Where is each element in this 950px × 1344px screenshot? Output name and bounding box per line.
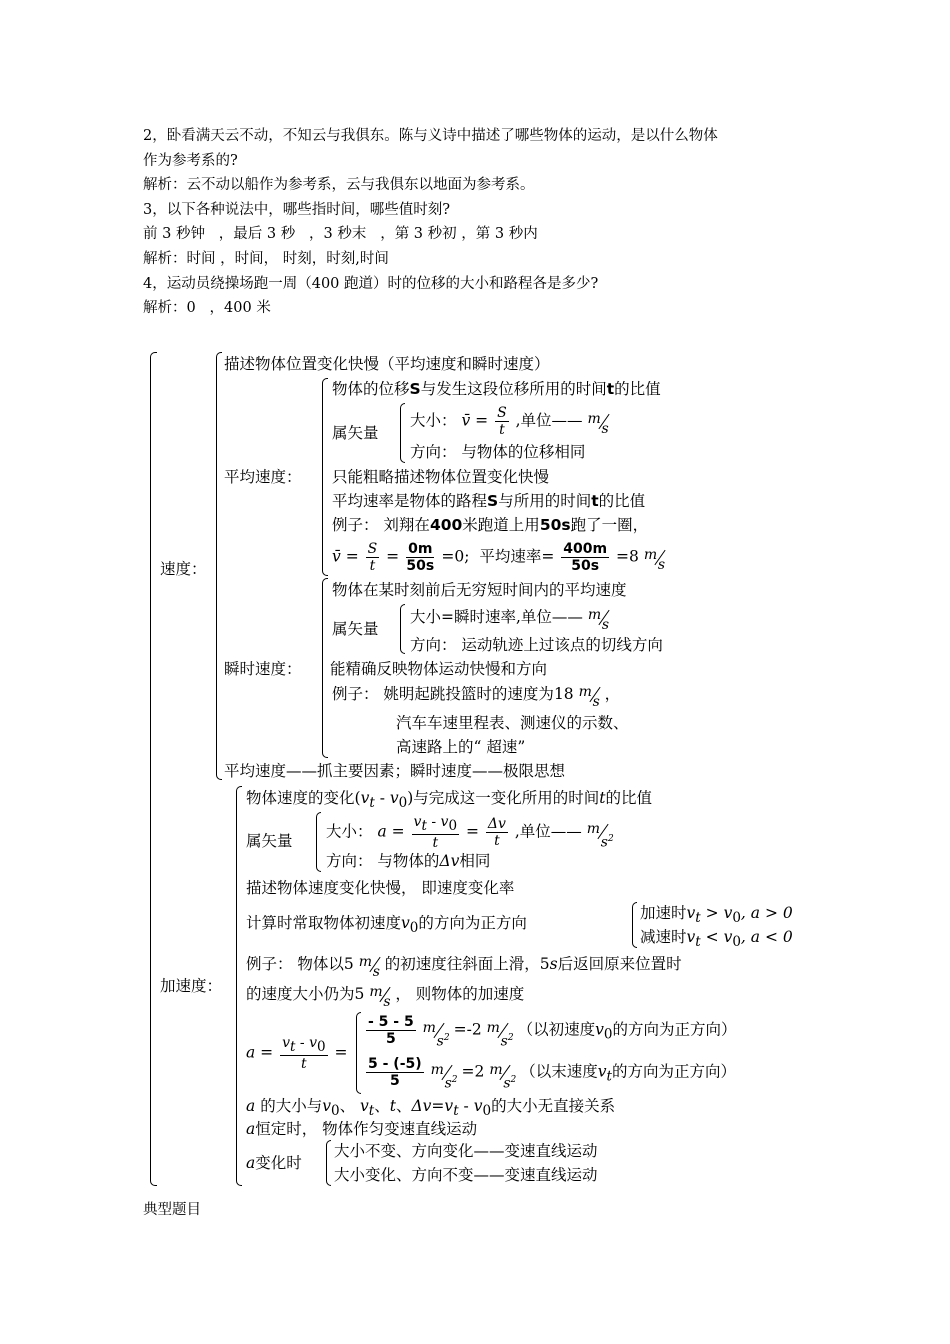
avg-vector-brace [400, 403, 405, 463]
inst-precise: 能精确反映物体运动快慢和方向 [330, 660, 548, 678]
velocity-description: 描述物体位置变化快慢（平均速度和瞬时速度） [224, 355, 550, 373]
accel-brace [236, 786, 242, 1186]
result-brace [356, 1012, 361, 1094]
root-brace [150, 352, 157, 1186]
accel-independence: a 的大小与$v_0$、 $v_t$、t、$\Delta v=v_t - v_0$的大小无直接关系 [246, 1097, 616, 1120]
accel-direction: 方向： 与物体的Δv相同 [326, 852, 491, 870]
accel-result-1: $\frac{- 5 - 5}{5}$ m $s^2$ =-2 m $s^2$ （以初速度$v_0$的方向为正方向） [368, 1014, 737, 1050]
avg-brace [322, 378, 328, 576]
inst-velocity-label: 瞬时速度： [224, 660, 302, 678]
inst-magnitude: 大小=瞬时速率,单位—— m s [410, 607, 610, 633]
inst-vector-label: 属矢量 [332, 620, 379, 638]
inst-vector-brace [400, 604, 405, 654]
qa-line: 解析：0 ，400 米 [143, 300, 271, 317]
accel-speeding-up: 加速时$v_t > v_0$, a > 0 [640, 904, 793, 927]
accel-vector-brace [316, 812, 321, 872]
inst-brace [322, 578, 328, 758]
qa-line: 4，运动员绕操场跑一周（400 跑道）时的位移的大小和路程各是多少? [143, 275, 599, 292]
avg-vector-label: 属矢量 [332, 424, 379, 442]
accel-change-1: 大小不变、方向变化——变速直线运动 [334, 1142, 598, 1160]
accel-formula-lhs: a = $\frac{v_t - v_0}{t}$ = [246, 1035, 348, 1072]
inst-definition: 物体在某时刻前后无穷短时间内的平均速度 [332, 581, 627, 599]
change-brace [326, 1140, 331, 1186]
accel-result-2: $\frac{5 - (-5)}{5}$ m $s^2$ =2 m $s^2$ （以末速度$v_t$的方向为正方向） [368, 1056, 736, 1092]
velocity-brace [216, 352, 222, 780]
accel-slowing-down: 减速时$v_t < v_0$, a < 0 [640, 928, 793, 951]
inst-direction: 方向： 运动轨迹上过该点的切线方向 [410, 636, 663, 654]
inst-example-2: 汽车车速里程表、测速仪的示数、 [396, 714, 629, 732]
velocity-summary: 平均速度——抓主要因素；瞬时速度——极限思想 [224, 762, 566, 780]
accel-magnitude: 大小： a = $\frac{v_t - v_0}{t}$ = $\frac{\Delta v}{t}$ ,单位—— m $s^2$ [326, 814, 614, 852]
accel-calc: 计算时常取物体初速度$v_0$的方向为正方向 [246, 914, 527, 937]
accel-description: 描述物体速度变化快慢， 即速度变化率 [246, 879, 515, 897]
section-footer: 典型题目 [143, 1202, 201, 1218]
qa-line: 作为参考系的? [143, 152, 238, 169]
avg-direction: 方向： 与物体的位移相同 [410, 443, 586, 461]
accel-vector-label: 属矢量 [246, 832, 293, 850]
calc-brace [632, 902, 637, 948]
qa-line: 2，卧看满天云不动，不知云与我俱东。陈与义诗中描述了哪些物体的运动，是以什么物体 [143, 128, 718, 144]
inst-example-3: 高速路上的“ 超速” [396, 738, 526, 756]
avg-rough: 只能粗略描述物体位置变化快慢 [332, 468, 550, 486]
inst-example: 例子： 姚明起跳投篮时的速度为18 m s ， [332, 684, 621, 710]
velocity-root-label: 速度： [160, 560, 207, 578]
avg-velocity-label: 平均速度： [224, 468, 302, 486]
avg-rate-definition: 平均速率是物体的路程S与所用的时间t的比值 [332, 492, 646, 510]
avg-magnitude: 大小： v̄ = $\frac{S}{t}$ ,单位—— m s [410, 405, 614, 438]
qa-line: 前 3 秒钟 ，最后 3 秒 ，3 秒末 ，第 3 秒初 ，第 3 秒内 [143, 226, 538, 243]
accel-example: 例子： 物体以5 m s 的初速度往斜面上滑，5s后返回原来位置时 [246, 954, 682, 980]
accel-constant: a恒定时， 物体作匀变速直线运动 [246, 1120, 478, 1138]
unit-m-per-s: m s [587, 410, 609, 437]
accel-example-2: 的速度大小仍为5 m s ， 则物体的加速度 [246, 984, 525, 1010]
avg-calculation: v̄ = $\frac{S}{t}$ = $\frac{0m}{50s}$ =0; 平均速率= $\frac{400m}{50s}$ =8 m s [332, 541, 665, 574]
qa-line: 解析：云不动以船作为参考系，云与我俱东以地面为参考系。 [143, 177, 535, 194]
qa-line: 解析：时间 ，时间， 时刻，时刻,时间 [143, 250, 389, 267]
accel-definition: 物体速度的变化$(v_t - v_0)$与完成这一变化所用的时间t的比值 [246, 789, 653, 812]
avg-definition: 物体的位移S与发生这段位移所用的时间t的比值 [332, 380, 661, 398]
avg-example: 例子： 刘翔在400米跑道上用50s跑了一圈， [332, 516, 649, 534]
qa-line: 3，以下各种说法中，哪些指时间，哪些值时刻? [143, 201, 450, 218]
accel-change-2: 大小变化、方向不变——变速直线运动 [334, 1166, 598, 1184]
accel-root-label: 加速度： [160, 977, 223, 995]
s-over-t-fraction: $\frac{S}{t}$ [497, 405, 507, 438]
accel-changing-label: a变化时 [246, 1154, 302, 1172]
